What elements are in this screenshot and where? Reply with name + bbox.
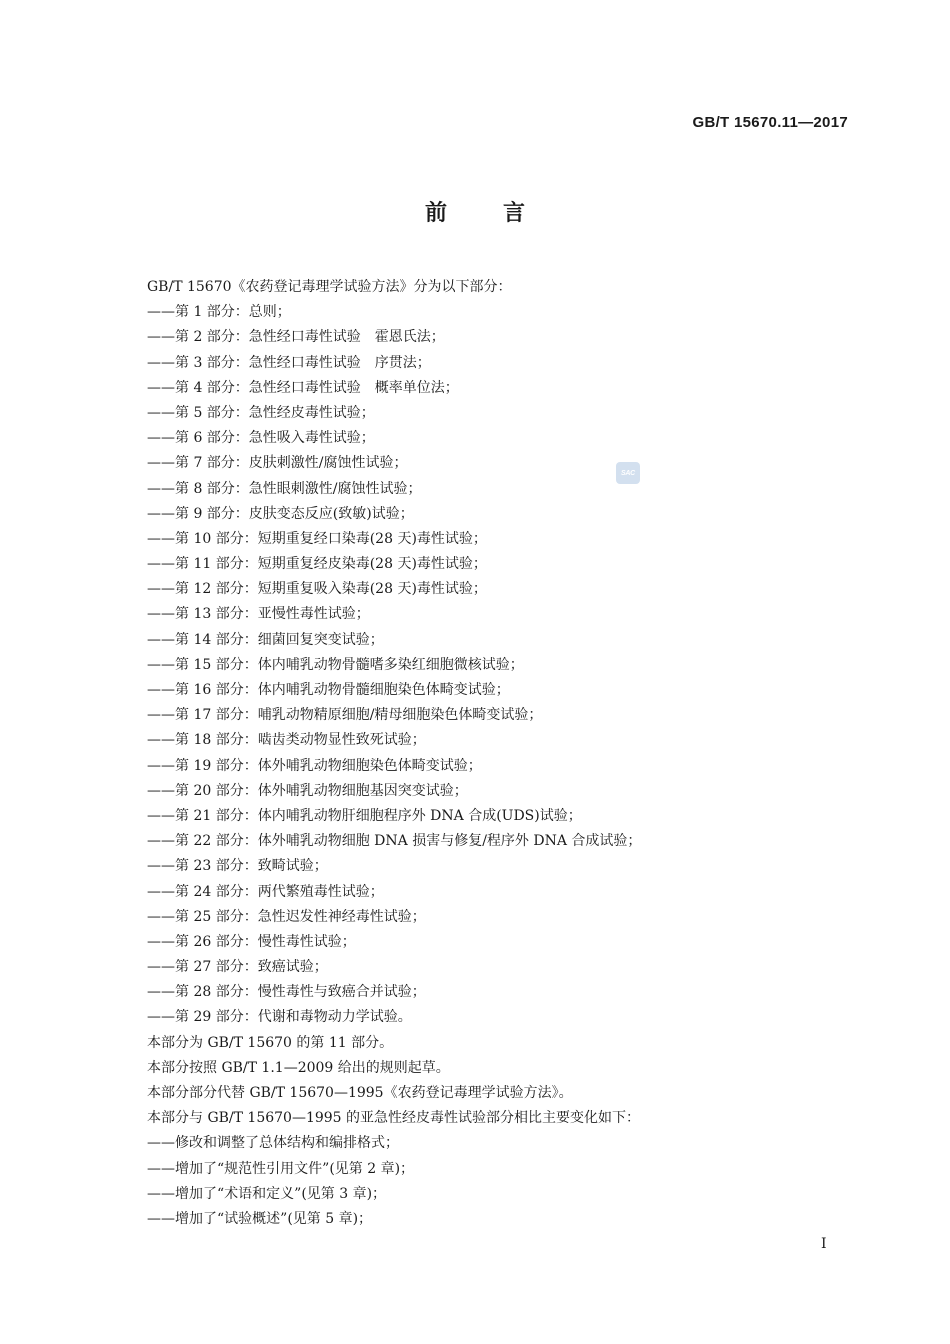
text-line: ——第 27 部分：致癌试验； xyxy=(147,959,328,976)
text-line: ——第 17 部分：哺乳动物精原细胞/精母细胞染色体畸变试验； xyxy=(147,707,543,724)
text-line: ——第 23 部分：致畸试验； xyxy=(147,858,328,875)
text-line: ——第 26 部分：慢性毒性试验； xyxy=(147,933,356,950)
text-line: ——第 1 部分：总则； xyxy=(147,304,291,321)
text-line: ——第 16 部分：体内哺乳动物骨髓细胞染色体畸变试验； xyxy=(147,682,510,698)
text-line: ——第 22 部分：体外哺乳动物细胞 DNA 损害与修复/程序外 DNA 合成试验； xyxy=(147,833,642,850)
body-text xyxy=(147,275,847,1232)
text-line: ——第 20 部分：体外哺乳动物细胞基因突变试验； xyxy=(147,782,468,799)
text-line: ——修改和调整了总体结构和编排格式； xyxy=(147,1135,399,1152)
text-line: 本部分按照 GB/T 1.1—2009 给出的规则起草。 xyxy=(147,1059,450,1076)
text-line: ——第 7 部分：皮肤刺激性/腐蚀性试验； xyxy=(147,455,408,472)
page-title: 前言 xyxy=(424,201,581,226)
text-line: 本部分为 GB/T 15670 的第 11 部分。 xyxy=(147,1034,394,1051)
text-line: ——第 6 部分：急性吸入毒性试验； xyxy=(147,430,375,447)
text-line: ——第 18 部分：啮齿类动物显性致死试验； xyxy=(147,732,426,749)
text-line: ——第 13 部分：亚慢性毒性试验； xyxy=(147,606,370,623)
text-line: ——第 24 部分：两代繁殖毒性试验； xyxy=(147,883,384,900)
text-line: ——第 15 部分：体内哺乳动物骨髓嗜多染红细胞微核试验； xyxy=(147,656,524,673)
text-line: ——增加了“规范性引用文件”(见第 2 章)； xyxy=(147,1160,415,1177)
text-line: ——第 11 部分：短期重复经皮染毒(28 天)毒性试验； xyxy=(147,556,487,573)
text-line: 本部分与 GB/T 15670—1995 的亚急性经皮毒性试验部分相比主要变化如下： xyxy=(147,1110,641,1127)
text-line: GB/T 15670《农药登记毒理学试验方法》分为以下部分： xyxy=(147,279,512,295)
text-line: ——第 28 部分：慢性毒性与致癌合并试验； xyxy=(147,984,426,1001)
text-line: ——增加了“试验概述”(见第 5 章)； xyxy=(147,1210,373,1227)
text-line: ——第 29 部分：代谢和毒物动力学试验。 xyxy=(147,1009,412,1026)
text-line: ——第 5 部分：急性经皮毒性试验； xyxy=(147,404,375,421)
text-line: ——增加了“术语和定义”(见第 3 章)； xyxy=(147,1185,387,1202)
text-line: 本部分部分代替 GB/T 15670—1995《农药登记毒理学试验方法》。 xyxy=(147,1085,573,1101)
text-line: ——第 4 部分：急性经口毒性试验 概率单位法； xyxy=(147,379,459,396)
sac-watermark-logo xyxy=(616,462,640,484)
text-line: ——第 14 部分：细菌回复突变试验； xyxy=(147,631,384,648)
text-line: ——第 19 部分：体外哺乳动物细胞染色体畸变试验； xyxy=(147,757,482,774)
text-line: ——第 10 部分：短期重复经口染毒(28 天)毒性试验； xyxy=(147,530,487,547)
text-line: ——第 8 部分：急性眼刺激性/腐蚀性试验； xyxy=(147,480,422,497)
text-line: ——第 9 部分：皮肤变态反应(致敏)试验； xyxy=(147,505,414,522)
text-line: ——第 12 部分：短期重复吸入染毒(28 天)毒性试验； xyxy=(147,581,487,598)
standard-number: GB/T 15670.11—2017 xyxy=(692,114,848,131)
watermark-text: SAC xyxy=(621,469,635,477)
text-line: ——第 21 部分：体内哺乳动物肝细胞程序外 DNA 合成(UDS)试验； xyxy=(147,807,582,824)
text-line: ——第 25 部分：急性迟发性神经毒性试验； xyxy=(147,908,426,925)
text-line: ——第 3 部分：急性经口毒性试验 序贯法； xyxy=(147,354,431,371)
text-line: ——第 2 部分：急性经口毒性试验 霍恩氏法； xyxy=(147,329,445,346)
page-number: I xyxy=(821,1236,827,1252)
